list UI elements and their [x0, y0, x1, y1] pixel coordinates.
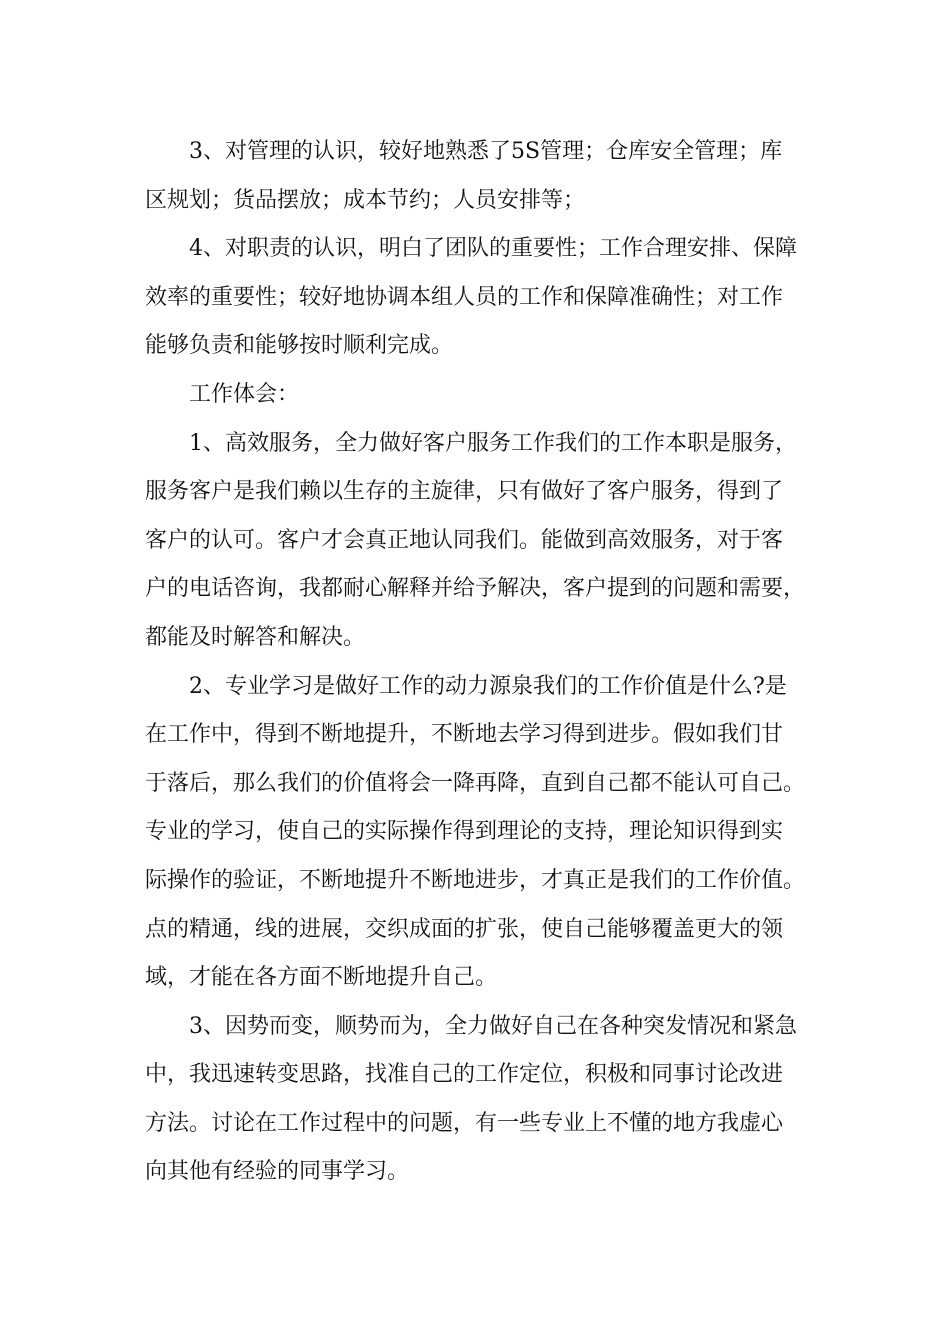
text-line: 域，才能在各方面不断地提升自己。	[145, 965, 498, 991]
text-line: 4、对职责的认识，明白了团队的重要性；工作合理安排、保障	[189, 236, 797, 262]
text-line: 方法。讨论在工作过程中的问题，有一些专业上不懂的地方我虚心	[145, 1110, 784, 1136]
text-line: 中，我迅速转变思路，找准自己的工作定位，积极和同事讨论改进	[145, 1062, 784, 1088]
text-line: 2、专业学习是做好工作的动力源泉我们的工作价值是什么?是	[189, 673, 787, 699]
text-line: 客户的认可。客户才会真正地认同我们。能做到高效服务，对于客	[145, 527, 784, 553]
text-line: 点的精通，线的进展，交织成面的扩张，使自己能够覆盖更大的领	[145, 916, 784, 942]
text-line: 在工作中，得到不断地提升，不断地去学习得到进步。假如我们甘	[145, 722, 784, 748]
text-line: 3、因势而变，顺势而为，全力做好自己在各种突发情况和紧急	[189, 1013, 797, 1039]
text-line: 于落后，那么我们的价值将会一降再降，直到自己都不能认可自己。	[145, 770, 806, 796]
text-line: 专业的学习，使自己的实际操作得到理论的支持，理论知识得到实	[145, 819, 784, 845]
text-line: 能够负责和能够按时顺利完成。	[145, 333, 454, 359]
text-line: 区规划；货品摆放；成本节约；人员安排等；	[145, 187, 586, 213]
document-page	[145, 128, 815, 1197]
text-line: 都能及时解答和解决。	[145, 624, 366, 650]
text-line: 户的电话咨询，我都耐心解释并给予解决，客户提到的问题和需要，	[145, 576, 806, 602]
text-line: 3、对管理的认识，较好地熟悉了5S管理；仓库安全管理；库	[189, 139, 783, 164]
text-line: 1、高效服务，全力做好客户服务工作我们的工作本职是服务，	[189, 430, 797, 456]
text-line: 际操作的验证，不断地提升不断地进步，才真正是我们的工作价值。	[145, 867, 806, 893]
text-line: 向其他有经验的同事学习。	[145, 1159, 410, 1185]
text-line: 效率的重要性；较好地协调本组人员的工作和保障准确性；对工作	[145, 284, 784, 310]
section-heading: 工作体会：	[189, 381, 300, 407]
text-line: 服务客户是我们赖以生存的主旋律，只有做好了客户服务，得到了	[145, 479, 784, 505]
